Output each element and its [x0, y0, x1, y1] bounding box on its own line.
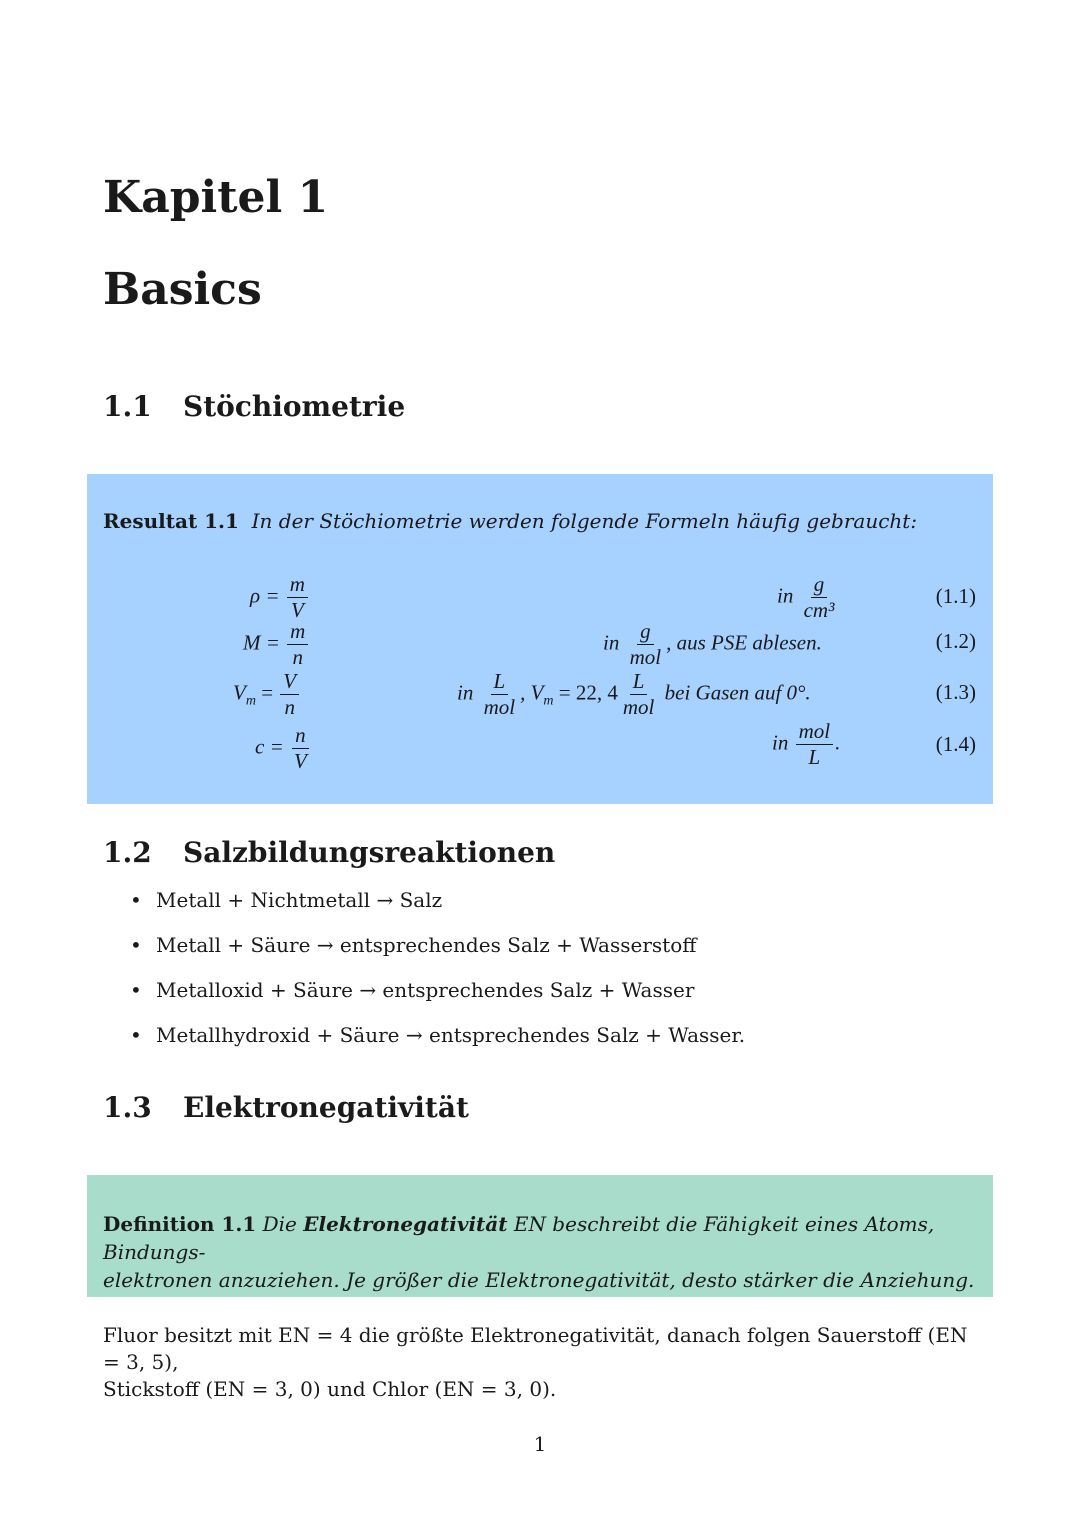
fraction-denominator: V [294, 749, 307, 773]
fraction-numerator: g [637, 621, 654, 645]
fraction [481, 671, 519, 718]
equation-concentration [255, 725, 312, 772]
equation-lhs: ρ = [250, 583, 280, 608]
fraction-numerator: L [630, 671, 648, 695]
definition-term: Elektronegativität [303, 1212, 508, 1236]
list-item: • Metalloxid + Säure → entsprechendes Salz + Wasser [130, 978, 745, 1023]
equation-number: (1.4) [935, 732, 976, 756]
salt-reaction-list [130, 888, 745, 1068]
equation-molar-volume [233, 671, 301, 718]
fraction [801, 574, 838, 621]
molar-volume-symbol: , V [520, 680, 544, 705]
fraction [291, 725, 310, 772]
equals-sign: = [261, 680, 274, 705]
fraction-denominator: n [284, 695, 295, 719]
fraction [280, 671, 299, 718]
unit-concentration [772, 721, 840, 768]
list-item: • Metall + Nichtmetall → Salz [130, 888, 745, 933]
molar-volume-subscript: m [543, 693, 554, 709]
fraction-denominator: cm³ [803, 598, 835, 622]
equation-lhs: V [233, 680, 246, 705]
fraction-denominator: mol [622, 695, 655, 719]
unit-in: in [457, 680, 474, 705]
result-text: In der Stöchiometrie werden folgende Formeln häufig gebraucht: [251, 509, 918, 533]
equation-note: bei Gasen auf 0°. [664, 680, 811, 705]
definition-text-after: EN beschreibt die Fähigkeit eines Atoms, Bindungs- [103, 1212, 935, 1264]
fraction-numerator: n [292, 725, 309, 749]
result-label: Resultat 1.1 [103, 509, 239, 533]
page-number: 1 [533, 1432, 547, 1456]
section-number: 1.2 [103, 836, 152, 869]
unit-density [777, 574, 839, 621]
fraction [620, 671, 658, 718]
result-box [87, 474, 993, 804]
definition-label: Definition 1.1 [103, 1212, 257, 1236]
unit-molar-mass [603, 621, 822, 668]
equation-note: . [835, 730, 841, 755]
definition-text-before: Die [262, 1212, 297, 1236]
unit-molar-volume [457, 671, 811, 718]
chapter-label: Kapitel 1 [103, 172, 329, 223]
equation-note: , aus PSE ablesen. [666, 630, 822, 655]
section-heading-salt-formation [103, 836, 555, 869]
definition-box [87, 1175, 993, 1297]
equation-number: (1.3) [935, 680, 976, 704]
fraction-denominator: mol [483, 695, 516, 719]
equation-lhs-subscript: m [245, 693, 256, 709]
fraction-numerator: V [280, 671, 299, 695]
equation-number: (1.2) [935, 629, 976, 653]
unit-in: in [603, 630, 620, 655]
section-heading-electronegativity [103, 1091, 469, 1124]
fraction-numerator: L [491, 671, 509, 695]
paragraph-line: Stickstoff (EN = 3, 0) und Chlor (EN = 3, 0). [103, 1377, 557, 1401]
section-number: 1.1 [103, 390, 152, 423]
molar-volume-value: = 22, 4 [558, 680, 618, 705]
fraction [627, 621, 665, 668]
section-title: Salzbildungsreaktionen [183, 836, 556, 869]
fraction [796, 721, 834, 768]
equation-lhs: M = [243, 630, 280, 655]
fraction [287, 621, 308, 668]
list-item: • Metall + Säure → entsprechendes Salz + Wasserstoff [130, 933, 745, 978]
list-item: • Metallhydroxid + Säure → entsprechendes Salz + Wasser. [130, 1023, 745, 1068]
equation-molar-mass [243, 621, 310, 668]
fraction-numerator: g [811, 574, 828, 598]
definition-text-line2: elektronen anzuziehen. Je größer die Elektronegativität, desto stärker die Anziehung. [103, 1268, 975, 1292]
section-title: Stöchiometrie [183, 390, 406, 423]
fraction-denominator: V [290, 598, 304, 622]
paragraph-line: Fluor besitzt mit EN = 4 die größte Elektronegativität, danach folgen Sauerstoff (EN = 3, 5), [103, 1323, 968, 1374]
fraction-numerator: mol [796, 721, 834, 745]
section-number: 1.3 [103, 1091, 152, 1124]
chapter-title: Basics [103, 264, 262, 315]
unit-in: in [772, 730, 789, 755]
equation-lhs: c = [255, 734, 284, 759]
fraction-denominator: mol [629, 645, 662, 669]
equation-density [250, 574, 310, 621]
electronegativity-paragraph [103, 1322, 983, 1403]
equation-number: (1.1) [935, 584, 976, 608]
definition-text [103, 1210, 983, 1294]
section-title: Elektronegativität [183, 1091, 469, 1124]
fraction [287, 574, 308, 621]
fraction-denominator: n [292, 645, 303, 669]
fraction-numerator: m [287, 621, 308, 645]
unit-in: in [777, 583, 794, 608]
section-heading-stoichiometry [103, 390, 405, 423]
fraction-denominator: L [808, 745, 821, 769]
fraction-numerator: m [287, 574, 308, 598]
result-heading [103, 509, 917, 533]
